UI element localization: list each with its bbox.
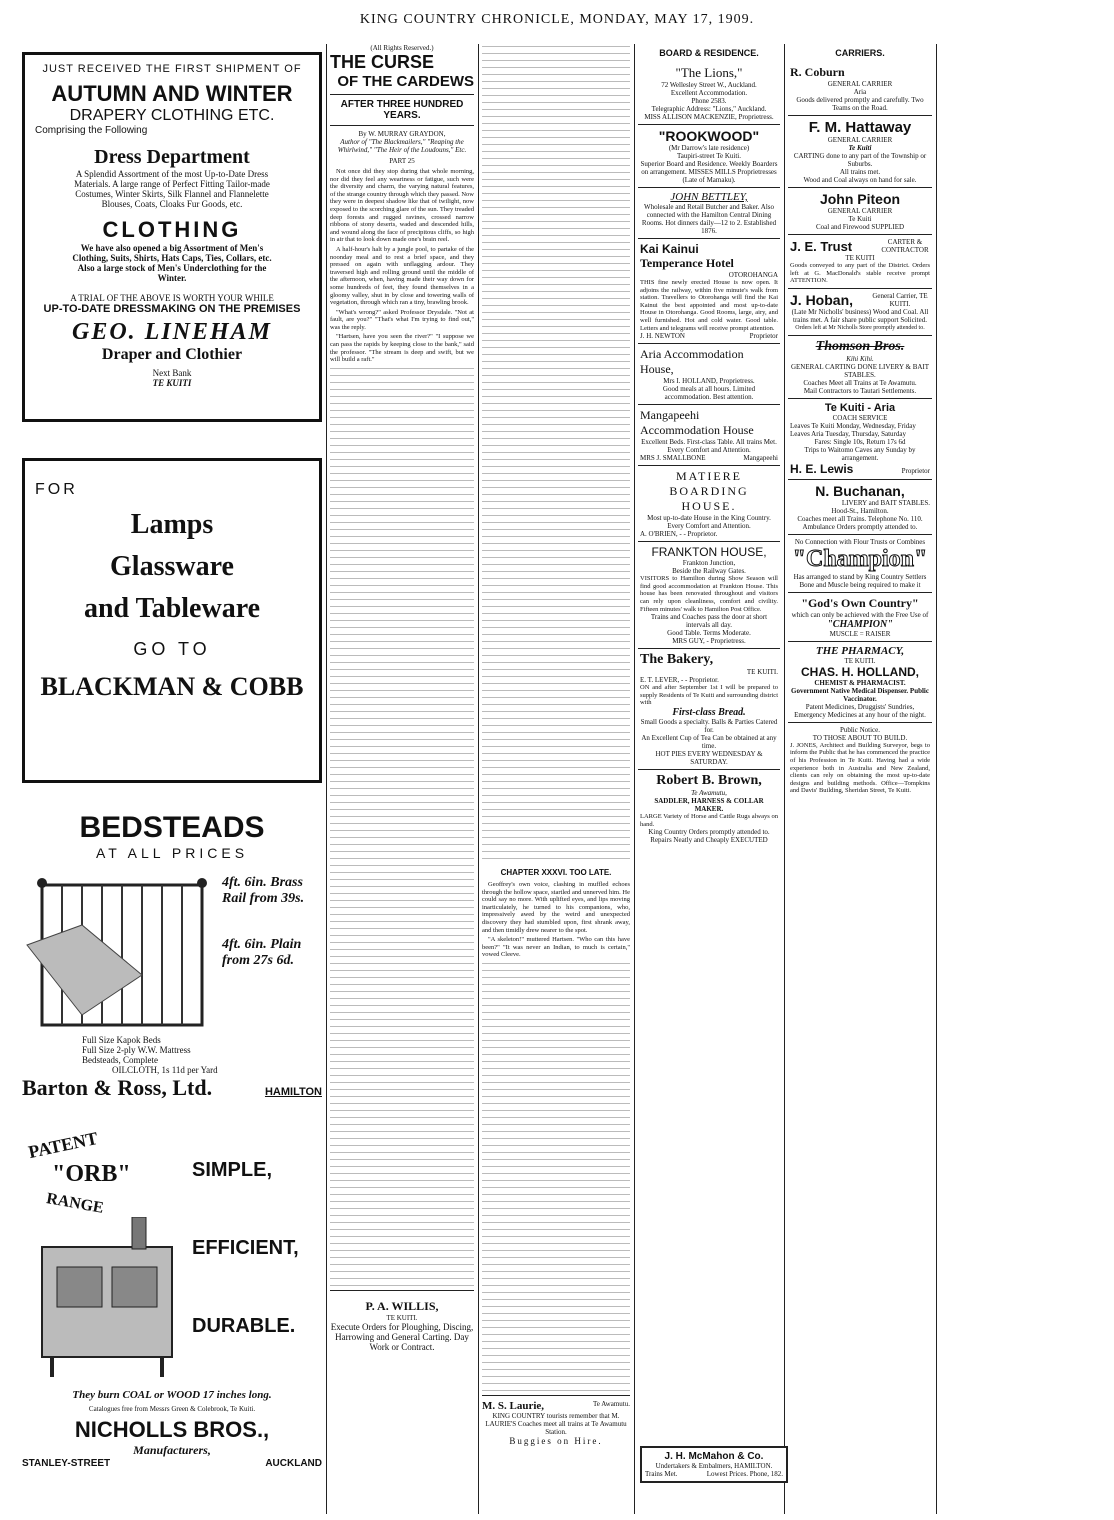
lions-name: "The Lions," — [675, 65, 743, 80]
mcmahon-sub: Undertakers & Embalmers, HAMILTON. — [655, 1462, 773, 1470]
buchanan-town: Hood-St., Hamilton. — [831, 506, 889, 515]
brown-ad — [638, 770, 780, 847]
brown-trade: SADDLER, HARNESS & COLLAR MAKER. — [654, 796, 764, 813]
gods-own-foot: MUSCLE = RAISER — [829, 629, 891, 638]
pharmacy-body: Patent Medicines, Druggists' Sundries, Emergency Medicines at any hour of the night. — [794, 702, 926, 719]
buchanan-body: LIVERY and BAIT STABLES. — [841, 498, 930, 507]
thomson-body: GENERAL CARTING DONE LIVERY & BAIT STABLES. — [790, 362, 930, 379]
laurie-body: KING COUNTRY tourists remember that M. LAURIE'S Coaches meet all trains at Te Awamutu Station. — [485, 1411, 627, 1436]
nicholls-name: NICHOLLS BROS., — [74, 1417, 270, 1442]
kainui-prop: J. H. NEWTON — [640, 332, 685, 341]
pharmacy-town: TE KUITI. — [844, 656, 876, 665]
bed-row2: Full Size 2-ply W.W. Mattress — [82, 1045, 191, 1055]
orb-simple: SIMPLE, — [192, 1159, 273, 1181]
laurie-ad — [482, 1400, 630, 1446]
hattaway-town: Te Kuiti — [848, 144, 872, 152]
brown-repairs: Repairs Neatly and Cheaply EXECUTED — [650, 836, 768, 845]
lineham-name: GEO. LINEHAM — [71, 319, 273, 345]
trust-town: TE KUITI — [845, 254, 875, 262]
frankton-prop: MRS GUY, - Proprietress. — [672, 637, 746, 646]
column-rule — [478, 44, 479, 1514]
brown-name: Robert B. Brown, — [656, 772, 762, 788]
rookwood-sub: (Mr Darrow's late residence) — [668, 144, 750, 152]
orb-burn: They burn COAL or WOOD 17 inches long. — [72, 1389, 272, 1401]
coburn-role: GENERAL CARRIER — [827, 80, 893, 88]
thomson-ad — [788, 336, 932, 399]
trust-role: CARTER & CONTRACTOR — [881, 238, 929, 254]
lineham-line1: JUST RECEIVED THE FIRST SHIPMENT OF — [42, 63, 302, 75]
rookwood-name: "ROOKWOOD" — [658, 128, 760, 144]
story-title-1: THE CURSE — [330, 52, 435, 72]
bed-price-brass: 4ft. 6in. Brass Rail from 39s. — [222, 875, 305, 906]
piteon-name: John Piteon — [819, 191, 901, 207]
ad-column-left — [22, 44, 322, 1514]
story-paragraph: Geoffrey's own voice, clashing in muffled echoes through the hollow space, startled and unnerved him. He could say no more. With uplifted eyes, and lips moving inarticulately, he turned to his companions, who, impressively awed by the weird and unexpected discovery they had stumbled upon, first shrank away, and then timidly drew nearer to the spot. — [482, 881, 630, 934]
champion-body: Has arranged to stand by King Country Settlers Bone and Muscle being required to make it — [793, 572, 927, 589]
story-text-continued — [482, 44, 630, 864]
lineham-dressmaking: UP-TO-DATE DRESSMAKING ON THE PREMISES — [43, 303, 301, 315]
bakery-bread: First-class Bread. — [672, 706, 746, 718]
masthead: KING COUNTRY CHRONICLE, MONDAY, MAY 17, 1909. — [359, 12, 755, 27]
kainui-town: OTOROHANGA — [728, 271, 778, 279]
champion-name: "Champion" — [792, 545, 928, 572]
mangapeehi-name: Mangapeehi Accommodation House — [640, 408, 754, 438]
piteon-coal: Coal and Firewood SUPPLIED — [815, 223, 905, 231]
story-column-2 — [482, 44, 630, 1514]
aria-ad — [638, 344, 780, 405]
lions-ad — [638, 62, 780, 125]
lions-prop: MISS ALLISON MACKENZIE, Proprietress. — [644, 113, 774, 121]
mangapeehi-ad — [638, 405, 780, 466]
hattaway-trains: All trains met. — [839, 168, 881, 176]
lions-tel: Telegraphic Address: "Lions," Auckland. — [651, 105, 767, 113]
column-rule — [634, 44, 635, 1514]
rookwood-ad — [638, 125, 780, 188]
kainui-role: Proprietor — [749, 332, 778, 341]
blackman-goto: GO TO — [133, 639, 211, 659]
hattaway-ad — [788, 116, 932, 188]
orb-durable: DURABLE. — [192, 1315, 296, 1337]
matiere-prop: A. O'BRIEN, - - Proprietor. — [640, 530, 718, 539]
story-paragraph: "A skeleton!" muttered Hartsen. "Who can this have been?" "It was never an Indian, to much is certain," vowed Cleeve. — [482, 936, 630, 959]
pharmacy-gov: Government Native Medical Dispenser. Public Vaccinator. — [791, 686, 929, 703]
column-rule — [326, 44, 327, 1514]
frankton-sub: Frankton Junction, — [682, 559, 736, 568]
kainui-ad — [638, 239, 780, 344]
bakery-pies: HOT PIES EVERY WEDNESDAY & SATURDAY. — [655, 749, 763, 766]
story-byline: By W. MURRAY GRAYDON, — [358, 130, 446, 138]
mcmahon-right: Lowest Prices. Phone, 182. — [706, 1470, 783, 1478]
lineham-town: TE KUITI — [152, 378, 192, 388]
brown-orders: King Country Orders promptly attended to. — [648, 828, 770, 837]
blackman-lamps: Lamps — [130, 509, 214, 540]
blackman-for: FOR — [35, 481, 78, 498]
notice-head: Public Notice. — [839, 725, 881, 734]
story-text-continued — [482, 961, 630, 1391]
orb-catalogues: Catalogues free from Messrs Green & Colebrook, Te Kuiti. — [88, 1405, 256, 1413]
lineham-trade: Draper and Clothier — [101, 346, 243, 363]
hattaway-name: F. M. Hattaway — [808, 119, 912, 136]
orb-range: RANGE — [45, 1190, 105, 1217]
aria-name: Aria Accommodation House, — [640, 347, 744, 377]
rookwood-town: Taupiri-street Te Kuiti. — [676, 152, 741, 160]
laurie-name: M. S. Laurie, — [482, 1399, 545, 1412]
notice-body: J. JONES, Architect and Building Surveyor, begs to inform the Public that he has commenced the practice of his Profession in Te Kuiti. Having had a wide experience both in Australia and New Zealand, clients can rely on obtaining the most up-to-date designs and building methods. Office—Tompkins and Davis' Building, Sheridan Street, Te Kuiti. — [790, 741, 930, 795]
gods-own-body: which can only be achieved with the Free Use of — [791, 610, 929, 619]
thomson-town: Kihi Kihi. — [846, 354, 874, 363]
frankton-table: Good Table. Terms Moderate. — [667, 629, 751, 638]
coburn-body: Goods delivered promptly and carefully. Two Teams on the Road. — [796, 96, 924, 112]
gods-own-ad — [788, 593, 932, 642]
mangapeehi-prop: MRS J. SMALLBONE — [640, 454, 706, 463]
willis-town: TE KUITI. — [386, 1313, 418, 1322]
dress-heading: Dress Department — [94, 146, 250, 168]
piteon-ad — [788, 188, 932, 235]
bakery-goods: Small Goods a specialty. Balls & Parties Catered for. — [640, 717, 778, 734]
bakery-tea: An Excellent Cup of Tea Can be obtained at any time. — [641, 733, 777, 750]
trust-ad — [788, 235, 932, 289]
story-paragraph: "What's wrong?" asked Professor Drysdale. "Not at fault, are you?" "That's what I'm trying to find out," was the reply. — [330, 308, 474, 331]
nicholls-city: AUCKLAND — [265, 1458, 322, 1469]
lions-phone: Phone 2583. — [691, 97, 727, 105]
aria-coach-role: Proprietor — [901, 466, 930, 475]
orb-efficient: EFFICIENT, — [192, 1237, 299, 1259]
trust-body: Goods conveyed to any part of the District. Orders left at G. MacDonald's stable receive prompt ATTENTION. — [790, 262, 930, 285]
story-rights: (All Rights Reserved.) — [370, 44, 434, 52]
pharmacy-name: CHAS. H. HOLLAND, — [801, 664, 919, 679]
lineham-addr: Next Bank — [152, 368, 192, 378]
clothing-body: We have also opened a big Assortment of Men's Clothing, Suits, Shirts, Hats Caps, Ties, Collars, etc. Also a large stock of Men's Underclothing for the Winter. — [72, 243, 272, 283]
story-chapter: CHAPTER XXXVI. TOO LATE. — [500, 868, 612, 877]
carriers-header: CARRIERS. — [835, 48, 885, 58]
bakery-town: TE KUITI. — [746, 668, 778, 677]
bed-row3: Bedsteads, Complete — [82, 1055, 158, 1065]
nicholls-street: STANLEY-STREET — [22, 1458, 111, 1469]
gods-own-champ: "CHAMPION" — [827, 618, 893, 630]
pharmacy-role: CHEMIST & PHARMACIST. — [814, 678, 906, 687]
frankton-ad — [638, 542, 780, 649]
thomson-name: Thomson Bros. — [815, 338, 905, 354]
lineham-ad — [22, 52, 322, 422]
coburn-ad — [788, 62, 932, 116]
hattaway-role: GENERAL CARRIER — [827, 136, 893, 144]
lineham-line2: AUTUMN AND WINTER — [51, 81, 293, 106]
blackman-glassware: Glassware — [110, 551, 234, 582]
dress-body: A Splendid Assortment of the most Up-to-Date Dress Materials. A large range of Perfect Fitting Tailor-made Costumes, Winter Skirts, Silk Flannel and Flannelette Blouses, Coats, Cloaks Fur Goods, etc. — [74, 169, 270, 209]
hoban-note: Orders left at Mr Nicholls Store promptly attended to. — [795, 324, 925, 331]
lions-accom: Excellent Accommodation. — [670, 89, 748, 97]
blackman-name: BLACKMAN & COBB — [40, 672, 304, 701]
kainui-body: THIS fine newly erected House is now open. It adjoins the railway, within five minute's walk from station. Travellers to Otorohanga will find the Kai Kainui the best appointed and most up-to-date House in Otorohanga. Good Rooms, large, airy, and well furnished. Hot and cold water. Good table. Letters and telegrams will receive prompt attention. — [640, 279, 778, 332]
blackman-tableware: and Tableware — [83, 593, 261, 624]
hoban-body: (Late Mr Nicholls' business) Wood and Coal. All trains met. A fair share public support Solicited. — [791, 307, 929, 324]
aria-body: Good meals at all hours. Limited accommodation. Best attention. — [662, 385, 756, 402]
bakery-name: The Bakery, — [640, 652, 714, 668]
aria-coach-fares: Fares: Single 10s, Return 17s 6d — [814, 437, 906, 446]
notice-sub: TO THOSE ABOUT TO BUILD. — [812, 733, 908, 742]
aria-coach-sub: COACH SERVICE — [832, 413, 888, 422]
hoban-role: General Carrier, TE KUITI. — [872, 291, 928, 308]
aria-coach-trips: Trips to Waitomo Caves any Sunday by arrangement. — [804, 445, 916, 462]
thomson-coaches: Coaches Meet all Trains at Te Awamutu. — [803, 378, 917, 387]
laurie-town: Te Awamutu. — [593, 1399, 630, 1408]
willis-name: P. A. WILLIS, — [365, 1298, 439, 1313]
clothing-heading: CLOTHING — [102, 217, 242, 242]
buchanan-coaches: Coaches meet all Trains. Telephone No. 110. — [797, 514, 923, 523]
brass-bed-icon — [22, 865, 222, 1035]
matiere-name: MATIERE BOARDING HOUSE. — [669, 469, 749, 514]
barton-ross-ad — [22, 811, 322, 1111]
column-rule — [936, 44, 937, 1514]
board-residence-column — [638, 44, 780, 1514]
bed-price-plain: 4ft. 6in. Plain from 27s 6d. — [222, 937, 302, 968]
lineham-line4: Comprising the Following — [35, 125, 148, 136]
mcmahon-name: J. H. McMahon & Co. — [664, 1451, 764, 1462]
story-subtitle: AFTER THREE HUNDRED YEARS. — [340, 99, 464, 121]
buchanan-ad — [788, 480, 932, 535]
hoban-ad — [788, 289, 932, 336]
bedstead-illustration — [22, 865, 222, 1035]
coburn-town: Aria — [853, 88, 867, 96]
frankton-sub2: Beside the Railway Gates. — [672, 567, 746, 576]
kainui-name: Kai Kainui — [640, 242, 699, 256]
mangapeehi-town: Mangapeehi — [743, 454, 778, 463]
coburn-name: R. Coburn — [790, 65, 845, 79]
aria-coach-name: Te Kuiti - Aria — [824, 401, 896, 414]
barton-town: HAMILTON — [264, 1086, 322, 1098]
brown-body: LARGE Variety of Horse and Cattle Rugs always on hand. — [640, 812, 778, 828]
bed-row1: Full Size Kapok Beds — [82, 1035, 161, 1045]
willis-ad — [330, 1295, 474, 1356]
lions-addr: 72 Wellesley Street W., Auckland. — [661, 81, 757, 89]
gods-own-name: "God's Own Country" — [801, 595, 919, 610]
pharmacy-head: THE PHARMACY, — [815, 644, 905, 657]
lineham-trial: A TRIAL OF THE ABOVE IS WORTH YOUR WHILE — [70, 293, 274, 303]
hattaway-wood: Wood and Coal always on hand for sale. — [803, 176, 917, 184]
board-header: BOARD & RESIDENCE. — [659, 48, 759, 58]
story-column-1 — [330, 44, 474, 1514]
champion-pre: No Connection with Flour Trusts or Combines — [794, 537, 926, 546]
orb-name: "ORB" — [52, 1161, 131, 1187]
story-paragraph: "Hartsen, have you seen the river?" "I suppose we can pass the rapids by keeping close to the bank," said the professor. "The stream is deep and swift, but we will build a raft." — [330, 333, 474, 364]
matiere-ad — [638, 466, 780, 542]
willis-body: Execute Orders for Ploughing, Discing, Harrowing and General Carting. Day Work or Contract. — [330, 1321, 474, 1352]
aria-prop: Mrs I. HOLLAND, Proprietress. — [663, 377, 755, 386]
mcmahon-ad — [640, 1446, 788, 1483]
mcmahon-left: Trains Met. — [645, 1470, 678, 1478]
aria-coach-l1: Leaves Te Kuiti Monday, Wednesday, Friday — [790, 421, 916, 430]
thomson-mail: Mail Contractors to Tautari Settlements. — [803, 386, 917, 395]
aria-coach-ad — [788, 399, 932, 480]
bakery-body: ON and after September 1st I will be prepared to supply Residents of Te Kuiti and surrounding district with — [640, 684, 778, 707]
frankton-trains: Trains and Coaches pass the door at short intervals all day. — [650, 613, 768, 630]
bettley-body: Wholesale and Retail Butcher and Baker. Also connected with the Hamilton Central Dining Rooms. Hot dinners daily—12 to 2. Established 1876. — [641, 203, 777, 235]
hoban-name: J. Hoban, — [790, 291, 854, 308]
carriers-column — [788, 44, 932, 1514]
story-title-2: OF THE CARDEWS — [337, 73, 474, 90]
bettley-ad — [638, 188, 780, 239]
orb-patent: PATENT — [26, 1127, 100, 1163]
matiere-body: Most up-to-date House in the King Country. Every Comfort and Attention. — [647, 514, 771, 531]
nicholls-ad — [22, 1129, 322, 1489]
story-author: Author of "The Blackmailers," "Reaping the Whirlwind," "The Heir of the Loudouns," Etc. — [337, 138, 467, 154]
piteon-town: Te Kuiti — [848, 215, 872, 223]
champion-ad — [788, 535, 932, 593]
barton-name: Barton & Ross, Ltd. — [22, 1075, 213, 1100]
frankton-body: VISITORS to Hamilton during Show Season will find good accommodation at Frankton House. This house has been renovated throughout and visitors can rely upon cleanliness, comfort and civility. Fifteen minutes' walk to Hamilton Post Office. — [640, 575, 778, 613]
story-part: PART 25 — [389, 157, 415, 165]
laurie-foot: Buggies on Hire. — [509, 1435, 603, 1446]
column-rule — [784, 44, 785, 1514]
hattaway-body: CARTING done to any part of the Township or Suburbs. — [793, 152, 927, 168]
rookwood-body: Superior Board and Residence. Weekly Boarders on arrangement. MISSES MILLS Proprietresses (Late of Mamaku). — [640, 160, 778, 184]
buchanan-name: N. Buchanan, — [815, 482, 905, 499]
trust-name: J. E. Trust — [790, 238, 853, 254]
story-paragraph: A half-hour's halt by a jungle pool, to partake of the noonday meal and to rest a brief space, and they pressed on again with unflagging ardour. They traversed high and rolling ground until the middle of the afternoon, when, having made their way down for some hundreds of feet, they found themselves in a gloomy valley, shut in by close and towering walls of vegetation, through which ran a tiny, brawling brook. — [330, 245, 474, 307]
bed-row4: OILCLOTH, 1s 11d per Yard — [112, 1065, 218, 1075]
bakery-ad — [638, 649, 780, 770]
buchanan-amb: Ambulance Orders promptly attended to. — [802, 522, 918, 531]
bakery-prop: E. T. LEVER, - - Proprietor. — [640, 676, 719, 685]
story-paragraph: Not once did they stop during that whole morning, nor did they feel any weariness or fatigue, such were the diversity and charm, the varying natural features, of the strange country through which they passed. Now they were in deepest shadow like that of twilight, now exposed to the scorching glare of the sun. They treaded deep forests and rugged ravines, crossed narrow ribbons of stony deserts, waded and descended hills, and wound along the face of precipitous cliffs, so high in air that to look down made one's brain reel. — [330, 168, 474, 244]
aria-coach-l2: Leaves Aria Tuesday, Thursday, Saturday — [790, 429, 906, 438]
stove-icon — [22, 1217, 192, 1387]
story-text-continued — [330, 366, 474, 1286]
lineham-line3: DRAPERY CLOTHING ETC. — [69, 107, 275, 124]
frankton-name: FRANKTON HOUSE, — [651, 545, 767, 560]
blackman-cobb-ad — [22, 458, 322, 783]
pharmacy-ad — [788, 642, 932, 723]
aria-coach-prop: H. E. Lewis — [790, 461, 854, 476]
nicholls-manu: Manufacturers, — [133, 1443, 211, 1457]
mangapeehi-body: Excellent Beds. First-class Table. All trains Met. Every Comfort and Attention. — [641, 438, 777, 455]
bedsteads-sub: AT ALL PRICES — [95, 845, 249, 861]
brown-town: Te Awamutu, — [691, 788, 727, 797]
bedsteads-heading: BEDSTEADS — [79, 811, 265, 844]
bettley-name: JOHN BETTLEY, — [670, 191, 748, 203]
public-notice-ad — [788, 723, 932, 798]
piteon-role: GENERAL CARRIER — [827, 207, 893, 215]
kainui-sub: Temperance Hotel — [640, 256, 734, 270]
